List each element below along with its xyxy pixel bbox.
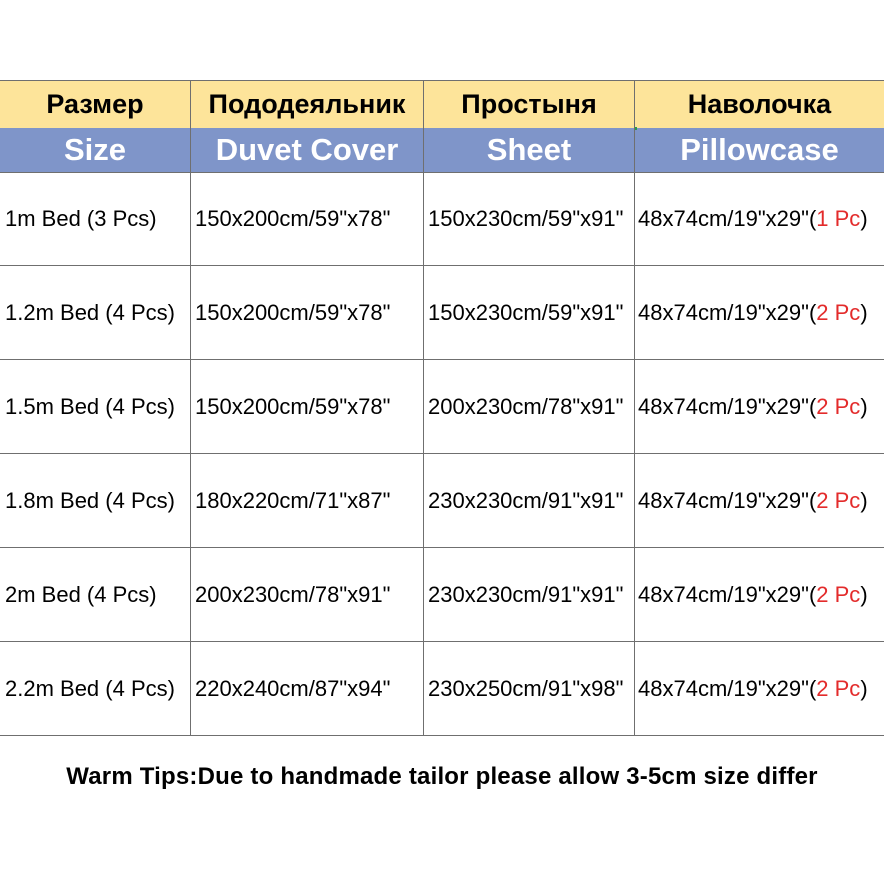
grid-line-horizontal	[0, 359, 884, 360]
grid-line-vertical	[190, 80, 191, 736]
pillow-size: 48x74cm/19"x29"(	[638, 300, 817, 325]
header-en-sheet: Sheet	[486, 132, 572, 167]
cell-size: 1.8m Bed (4 Pcs)	[5, 488, 175, 513]
grid-line-horizontal	[0, 641, 884, 642]
cell-sheet: 150x230cm/59"x91"	[428, 300, 624, 325]
cell-duvet: 220x240cm/87"x94"	[195, 676, 391, 701]
cell-size: 1.2m Bed (4 Pcs)	[5, 300, 175, 325]
header-en-pillowcase: Pillowcase	[680, 132, 839, 167]
cell-pillow	[635, 642, 884, 736]
grid-line-vertical	[634, 80, 635, 736]
grid-line-horizontal	[0, 265, 884, 266]
pillow-size: 48x74cm/19"x29"(	[638, 582, 817, 607]
pillow-close-paren: )	[860, 488, 868, 513]
cell-size: 2m Bed (4 Pcs)	[5, 582, 157, 607]
cell-sheet: 150x230cm/59"x91"	[428, 206, 624, 231]
cell-duvet: 150x200cm/59"x78"	[195, 300, 391, 325]
grid-line-horizontal	[0, 735, 884, 736]
pillow-size: 48x74cm/19"x29"(	[638, 206, 817, 231]
cell-size: 1m Bed (3 Pcs)	[5, 206, 157, 231]
grid-line-vertical	[423, 80, 424, 736]
pillow-close-paren: )	[860, 582, 868, 607]
cell-pillow	[635, 172, 884, 266]
pillow-quantity: 2 Pc	[816, 582, 861, 607]
cell-pillow	[635, 454, 884, 548]
cell-sheet: 230x230cm/91"x91"	[428, 582, 624, 607]
cell-sheet: 230x230cm/91"x91"	[428, 488, 624, 513]
pillow-quantity: 1 Pc	[816, 206, 861, 231]
cell-pillow	[635, 266, 884, 360]
header-en-duvet: Duvet Cover	[215, 132, 399, 167]
pillow-size: 48x74cm/19"x29"(	[638, 394, 817, 419]
cell-pillow	[635, 548, 884, 642]
cell-pillow	[635, 360, 884, 454]
pillow-quantity: 2 Pc	[816, 676, 861, 701]
cell-sheet: 200x230cm/78"x91"	[428, 394, 624, 419]
cell-duvet: 200x230cm/78"x91"	[195, 582, 391, 607]
grid-line-horizontal	[0, 453, 884, 454]
pillow-quantity: 2 Pc	[816, 394, 861, 419]
pillow-size: 48x74cm/19"x29"(	[638, 488, 817, 513]
pillow-close-paren: )	[860, 300, 868, 325]
warm-tips-note: Warm Tips:Due to handmade tailor please allow 3-5cm size differ	[66, 763, 818, 790]
cell-duvet: 150x200cm/59"x78"	[195, 394, 391, 419]
header-ru-size: Размер	[46, 88, 144, 119]
header-ru-pillowcase: Наволочка	[687, 88, 832, 119]
pillow-close-paren: )	[860, 676, 868, 701]
cell-size: 1.5m Bed (4 Pcs)	[5, 394, 175, 419]
grid-line-horizontal	[0, 172, 884, 173]
pillow-quantity: 2 Pc	[816, 300, 861, 325]
header-en-size: Size	[63, 132, 127, 167]
pillow-size: 48x74cm/19"x29"(	[638, 676, 817, 701]
cell-sheet: 230x250cm/91"x98"	[428, 676, 624, 701]
cell-duvet: 150x200cm/59"x78"	[195, 206, 391, 231]
header-ru-sheet: Простыня	[461, 88, 597, 119]
pillow-close-paren: )	[860, 394, 868, 419]
header-ru-duvet: Пододеяльник	[208, 88, 406, 119]
pillow-close-paren: )	[860, 206, 868, 231]
pillow-quantity: 2 Pc	[816, 488, 861, 513]
cell-duvet: 180x220cm/71"x87"	[195, 488, 391, 513]
grid-line-horizontal	[0, 547, 884, 548]
cell-size: 2.2m Bed (4 Pcs)	[5, 676, 175, 701]
